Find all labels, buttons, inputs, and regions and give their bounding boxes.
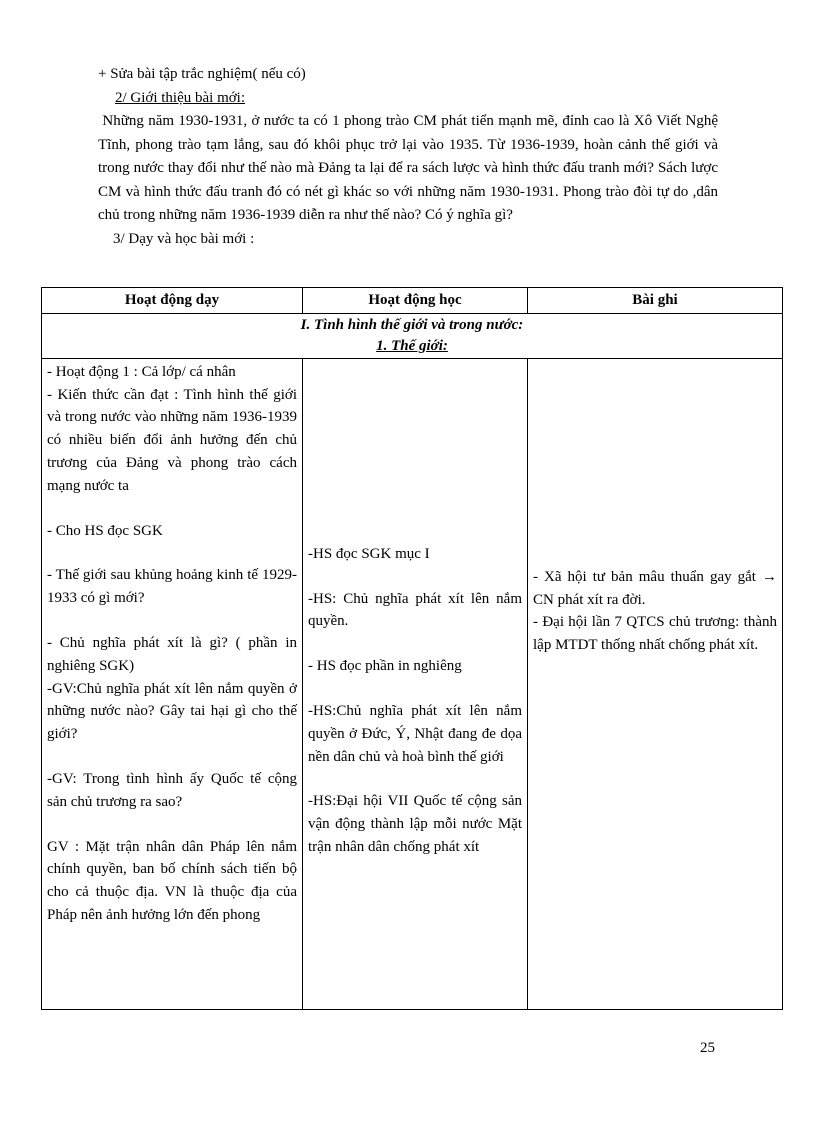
learn-item: -HS: Chủ nghĩa phát xít lên nắm quyền.	[308, 590, 522, 630]
header-teach: Hoạt động dạy	[42, 288, 303, 314]
teach-item: - Thế giới sau khủng hoảng kinh tế 1929-1933 có gì mới?	[47, 567, 297, 607]
table-row	[42, 358, 783, 1009]
learn-item: -HS:Đại hội VII Quốc tế cộng sản vận động thành lập mỗi nước Mặt trận nhân dân chống phát xít	[308, 793, 522, 855]
review-line: + Sửa bài tập trắc nghiệm( nếu có)	[98, 66, 306, 82]
section-heading	[42, 313, 783, 358]
teach-item: -GV:Chủ nghĩa phát xít lên nắm quyền ở những nước nào? Gây tai hại gì cho thế giới?	[47, 680, 297, 743]
header-notes: Bài ghi	[528, 288, 783, 314]
intro-section	[98, 63, 718, 251]
learn-item: -HS:Chủ nghĩa phát xít lên nắm quyền ở Đức, Ý, Nhật đang đe dọa nền dân chủ và hoà bình thế giới	[308, 702, 522, 765]
teach-item: GV : Mặt trận nhân dân Pháp lên nắm chính quyền, ban bố chính sách tiến bộ cho cả thuộc địa. VN là thuộc địa của Pháp nên ảnh hưởng lớn đến phong	[47, 838, 297, 923]
notes-column	[528, 358, 783, 1009]
teach-item: -GV: Trong tình hình ấy Quốc tế cộng sản chủ trương ra sao?	[47, 770, 297, 810]
lesson-table	[41, 287, 783, 1010]
table-header-row	[42, 288, 783, 314]
intro-paragraph: Những năm 1930-1931, ở nước ta có 1 phong trào CM phát tiển mạnh mẽ, đỉnh cao là Xô Viết Nghệ Tĩnh, phong trào tạm lắng, sau đó khôi phục trở lại vào 1935. Từ 1936-1939, hoàn cảnh thế giới và trong nước thay đổi như thế nào mà Đảng ta lại để ra sách lược và hình thức đấu tranh mới? Sách lược CM và hình thức đấu tranh đó có nét gì khác so với những năm 1930-1931. Phong trào đòi tự do ,dân chủ trong những năm 1936-1939 diễn ra như thế nào? Có ý nghĩa gì?	[98, 113, 718, 223]
teach-item: - Hoạt động 1 : Cả lớp/ cá nhân	[47, 363, 236, 380]
teach-item: - Chủ nghĩa phát xít là gì? ( phần in nghiêng SGK)	[47, 634, 297, 674]
subsection-title: 1. Thế giới:	[376, 337, 448, 354]
section-row	[42, 313, 783, 358]
heading-intro-new-lesson: 2/ Giới thiệu bài mới:	[115, 89, 246, 106]
teach-item: - Cho HS đọc SGK	[47, 522, 163, 539]
learn-item: -HS đọc SGK mục I	[308, 545, 430, 562]
learn-item: - HS đọc phần in nghiêng	[308, 658, 462, 675]
heading-teach-learn: 3/ Dạy và học bài mới :	[113, 230, 255, 247]
teach-column	[42, 358, 303, 1009]
note-item: - Xã hội tư bản mâu thuẩn gay gắt → CN phát xít ra đời.	[533, 568, 777, 608]
learn-column	[303, 358, 528, 1009]
header-learn: Hoạt động học	[303, 288, 528, 314]
note-item: - Đại hội lần 7 QTCS chủ trương: thành lập MTDT thống nhất chống phát xít.	[533, 614, 777, 654]
section-title: I. Tình hình thế giới và trong nước:	[300, 316, 524, 333]
page-number: 25	[700, 1040, 715, 1056]
teach-item: - Kiến thức cần đạt : Tình hình thế giới và trong nước vào những năm 1936-1939 có nhiều biến đổi ảnh hưởng đến chủ trương của Đảng và phong trào cách mạng nước ta	[47, 386, 297, 494]
